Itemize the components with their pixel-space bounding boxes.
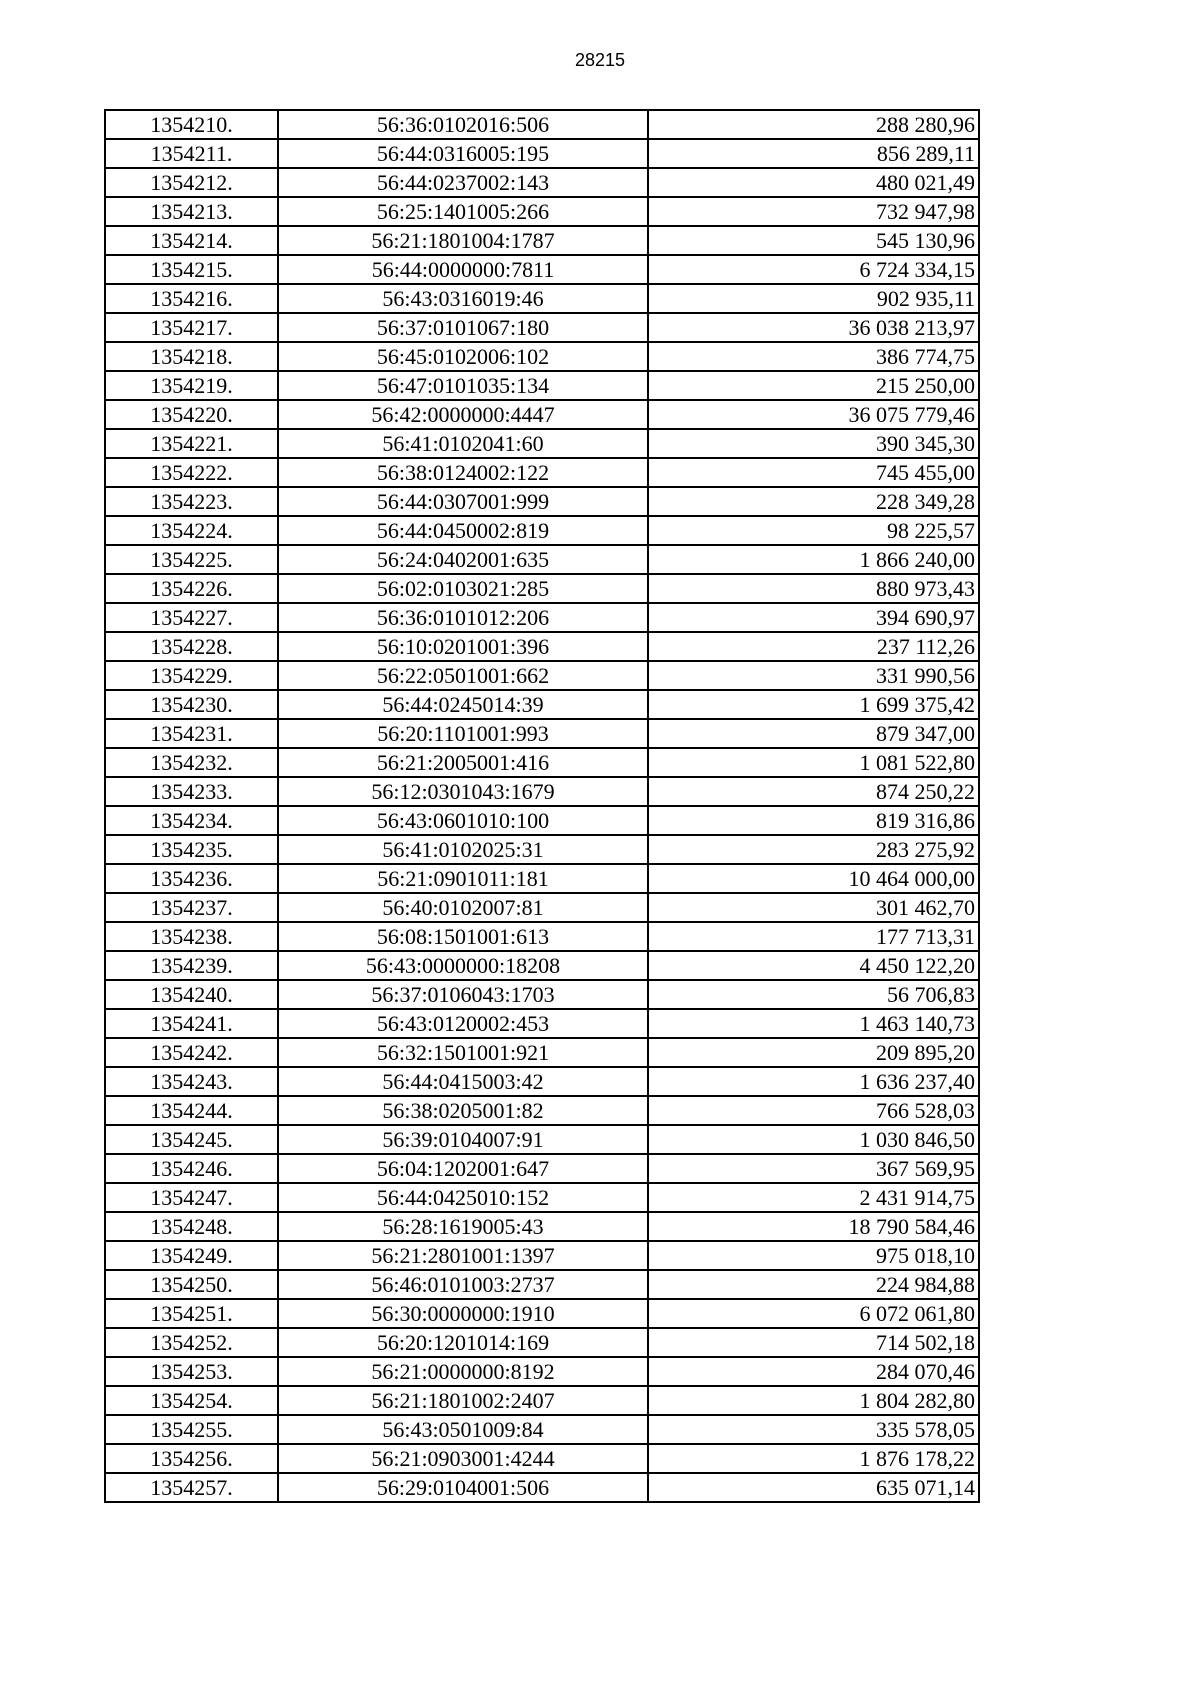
row-number-cell: 1354225. — [105, 545, 278, 574]
cadastral-number-cell: 56:44:0307001:999 — [278, 487, 648, 516]
value-cell: 879 347,00 — [648, 719, 979, 748]
value-cell: 745 455,00 — [648, 458, 979, 487]
cadastral-number-cell: 56:36:0101012:206 — [278, 603, 648, 632]
value-cell: 177 713,31 — [648, 922, 979, 951]
row-number-cell: 1354211. — [105, 139, 278, 168]
row-number-cell: 1354237. — [105, 893, 278, 922]
cadastral-number-cell: 56:20:1101001:993 — [278, 719, 648, 748]
row-number-cell: 1354255. — [105, 1415, 278, 1444]
table-row — [105, 400, 979, 429]
row-number-cell: 1354218. — [105, 342, 278, 371]
table-row — [105, 1067, 979, 1096]
cadastral-number-cell: 56:41:0102041:60 — [278, 429, 648, 458]
value-cell: 1 030 846,50 — [648, 1125, 979, 1154]
value-cell: 386 774,75 — [648, 342, 979, 371]
cadastral-number-cell: 56:43:0501009:84 — [278, 1415, 648, 1444]
row-number-cell: 1354212. — [105, 168, 278, 197]
row-number-cell: 1354250. — [105, 1270, 278, 1299]
cadastral-number-cell: 56:38:0124002:122 — [278, 458, 648, 487]
table-row — [105, 1270, 979, 1299]
table-row — [105, 835, 979, 864]
cadastral-number-cell: 56:44:0425010:152 — [278, 1183, 648, 1212]
row-number-cell: 1354234. — [105, 806, 278, 835]
value-cell: 4 450 122,20 — [648, 951, 979, 980]
row-number-cell: 1354254. — [105, 1386, 278, 1415]
row-number-cell: 1354238. — [105, 922, 278, 951]
table-row — [105, 168, 979, 197]
table-row — [105, 748, 979, 777]
value-cell: 819 316,86 — [648, 806, 979, 835]
value-cell: 209 895,20 — [648, 1038, 979, 1067]
table-row — [105, 1009, 979, 1038]
table-row — [105, 1386, 979, 1415]
value-cell: 288 280,96 — [648, 110, 979, 139]
table-row — [105, 632, 979, 661]
value-cell: 902 935,11 — [648, 284, 979, 313]
value-cell: 98 225,57 — [648, 516, 979, 545]
value-cell: 545 130,96 — [648, 226, 979, 255]
value-cell: 2 431 914,75 — [648, 1183, 979, 1212]
cadastral-number-cell: 56:21:2005001:416 — [278, 748, 648, 777]
row-number-cell: 1354223. — [105, 487, 278, 516]
value-cell: 228 349,28 — [648, 487, 979, 516]
value-cell: 6 072 061,80 — [648, 1299, 979, 1328]
cadastral-number-cell: 56:43:0120002:453 — [278, 1009, 648, 1038]
table-row — [105, 951, 979, 980]
value-cell: 856 289,11 — [648, 139, 979, 168]
row-number-cell: 1354213. — [105, 197, 278, 226]
table-row — [105, 1096, 979, 1125]
table-row — [105, 661, 979, 690]
value-cell: 215 250,00 — [648, 371, 979, 400]
cadastral-number-cell: 56:24:0402001:635 — [278, 545, 648, 574]
cadastral-number-cell: 56:21:1801004:1787 — [278, 226, 648, 255]
value-cell: 390 345,30 — [648, 429, 979, 458]
table-row — [105, 1357, 979, 1386]
cadastral-number-cell: 56:25:1401005:266 — [278, 197, 648, 226]
value-cell: 1 699 375,42 — [648, 690, 979, 719]
value-cell: 301 462,70 — [648, 893, 979, 922]
value-cell: 335 578,05 — [648, 1415, 979, 1444]
row-number-cell: 1354245. — [105, 1125, 278, 1154]
row-number-cell: 1354248. — [105, 1212, 278, 1241]
table-row — [105, 371, 979, 400]
cadastral-number-cell: 56:43:0601010:100 — [278, 806, 648, 835]
value-cell: 36 075 779,46 — [648, 400, 979, 429]
value-cell: 1 081 522,80 — [648, 748, 979, 777]
cadastral-number-cell: 56:41:0102025:31 — [278, 835, 648, 864]
cadastral-number-cell: 56:21:0901011:181 — [278, 864, 648, 893]
table-row — [105, 110, 979, 139]
value-cell: 224 984,88 — [648, 1270, 979, 1299]
row-number-cell: 1354251. — [105, 1299, 278, 1328]
table-row — [105, 255, 979, 284]
value-cell: 1 866 240,00 — [648, 545, 979, 574]
row-number-cell: 1354222. — [105, 458, 278, 487]
value-cell: 635 071,14 — [648, 1473, 979, 1502]
table-row — [105, 1328, 979, 1357]
value-cell: 1 804 282,80 — [648, 1386, 979, 1415]
cadastral-number-cell: 56:04:1202001:647 — [278, 1154, 648, 1183]
table-row — [105, 603, 979, 632]
value-cell: 284 070,46 — [648, 1357, 979, 1386]
row-number-cell: 1354252. — [105, 1328, 278, 1357]
cadastral-number-cell: 56:46:0101003:2737 — [278, 1270, 648, 1299]
row-number-cell: 1354232. — [105, 748, 278, 777]
table-row — [105, 1212, 979, 1241]
cadastral-number-cell: 56:21:0903001:4244 — [278, 1444, 648, 1473]
row-number-cell: 1354244. — [105, 1096, 278, 1125]
value-cell: 880 973,43 — [648, 574, 979, 603]
cadastral-number-cell: 56:47:0101035:134 — [278, 371, 648, 400]
table-row — [105, 1444, 979, 1473]
row-number-cell: 1354219. — [105, 371, 278, 400]
table-body — [105, 110, 979, 1502]
row-number-cell: 1354230. — [105, 690, 278, 719]
cadastral-number-cell: 56:38:0205001:82 — [278, 1096, 648, 1125]
table-row — [105, 1125, 979, 1154]
row-number-cell: 1354220. — [105, 400, 278, 429]
row-number-cell: 1354257. — [105, 1473, 278, 1502]
cadastral-number-cell: 56:43:0316019:46 — [278, 284, 648, 313]
cadastral-number-cell: 56:43:0000000:18208 — [278, 951, 648, 980]
row-number-cell: 1354243. — [105, 1067, 278, 1096]
row-number-cell: 1354224. — [105, 516, 278, 545]
row-number-cell: 1354235. — [105, 835, 278, 864]
table-row — [105, 284, 979, 313]
value-cell: 1 463 140,73 — [648, 1009, 979, 1038]
value-cell: 480 021,49 — [648, 168, 979, 197]
table-row — [105, 1154, 979, 1183]
row-number-cell: 1354228. — [105, 632, 278, 661]
table-row — [105, 197, 979, 226]
cadastral-number-cell: 56:36:0102016:506 — [278, 110, 648, 139]
table-row — [105, 777, 979, 806]
table-row — [105, 893, 979, 922]
row-number-cell: 1354236. — [105, 864, 278, 893]
cadastral-number-cell: 56:42:0000000:4447 — [278, 400, 648, 429]
cadastral-number-cell: 56:21:2801001:1397 — [278, 1241, 648, 1270]
cadastral-number-cell: 56:21:0000000:8192 — [278, 1357, 648, 1386]
cadastral-number-cell: 56:20:1201014:169 — [278, 1328, 648, 1357]
cadastral-number-cell: 56:44:0245014:39 — [278, 690, 648, 719]
value-cell: 56 706,83 — [648, 980, 979, 1009]
cadastral-number-cell: 56:02:0103021:285 — [278, 574, 648, 603]
table-row — [105, 980, 979, 1009]
page-number: 28215 — [574, 50, 626, 70]
cadastral-number-cell: 56:44:0237002:143 — [278, 168, 648, 197]
table-row — [105, 922, 979, 951]
cadastral-number-cell: 56:37:0106043:1703 — [278, 980, 648, 1009]
value-cell: 732 947,98 — [648, 197, 979, 226]
table-row — [105, 574, 979, 603]
cadastral-number-cell: 56:21:1801002:2407 — [278, 1386, 648, 1415]
table-row — [105, 139, 979, 168]
value-cell: 874 250,22 — [648, 777, 979, 806]
cadastral-number-cell: 56:08:1501001:613 — [278, 922, 648, 951]
cadastral-number-cell: 56:28:1619005:43 — [278, 1212, 648, 1241]
table-row — [105, 806, 979, 835]
row-number-cell: 1354221. — [105, 429, 278, 458]
table-row — [105, 719, 979, 748]
table-row — [105, 342, 979, 371]
cadastral-number-cell: 56:44:0000000:7811 — [278, 255, 648, 284]
cadastral-number-cell: 56:12:0301043:1679 — [278, 777, 648, 806]
row-number-cell: 1354253. — [105, 1357, 278, 1386]
table-row — [105, 1473, 979, 1502]
table-row — [105, 1183, 979, 1212]
value-cell: 1 636 237,40 — [648, 1067, 979, 1096]
row-number-cell: 1354233. — [105, 777, 278, 806]
row-number-cell: 1354239. — [105, 951, 278, 980]
table-row — [105, 487, 979, 516]
value-cell: 714 502,18 — [648, 1328, 979, 1357]
cadastral-number-cell: 56:32:1501001:921 — [278, 1038, 648, 1067]
value-cell: 766 528,03 — [648, 1096, 979, 1125]
cadastral-number-cell: 56:29:0104001:506 — [278, 1473, 648, 1502]
row-number-cell: 1354231. — [105, 719, 278, 748]
row-number-cell: 1354229. — [105, 661, 278, 690]
row-number-cell: 1354216. — [105, 284, 278, 313]
row-number-cell: 1354217. — [105, 313, 278, 342]
cadastral-number-cell: 56:30:0000000:1910 — [278, 1299, 648, 1328]
cadastral-value-table — [104, 109, 980, 1503]
value-cell: 367 569,95 — [648, 1154, 979, 1183]
row-number-cell: 1354256. — [105, 1444, 278, 1473]
table-row — [105, 429, 979, 458]
row-number-cell: 1354249. — [105, 1241, 278, 1270]
table-row — [105, 1241, 979, 1270]
row-number-cell: 1354241. — [105, 1009, 278, 1038]
table-row — [105, 1038, 979, 1067]
cadastral-number-cell: 56:40:0102007:81 — [278, 893, 648, 922]
table-row — [105, 545, 979, 574]
row-number-cell: 1354215. — [105, 255, 278, 284]
cadastral-number-cell: 56:37:0101067:180 — [278, 313, 648, 342]
row-number-cell: 1354242. — [105, 1038, 278, 1067]
cadastral-number-cell: 56:10:0201001:396 — [278, 632, 648, 661]
table-row — [105, 516, 979, 545]
value-cell: 394 690,97 — [648, 603, 979, 632]
value-cell: 237 112,26 — [648, 632, 979, 661]
value-cell: 1 876 178,22 — [648, 1444, 979, 1473]
cadastral-number-cell: 56:39:0104007:91 — [278, 1125, 648, 1154]
table-row — [105, 313, 979, 342]
value-cell: 10 464 000,00 — [648, 864, 979, 893]
cadastral-number-cell: 56:44:0415003:42 — [278, 1067, 648, 1096]
row-number-cell: 1354246. — [105, 1154, 278, 1183]
cadastral-number-cell: 56:45:0102006:102 — [278, 342, 648, 371]
value-cell: 36 038 213,97 — [648, 313, 979, 342]
row-number-cell: 1354240. — [105, 980, 278, 1009]
table-row — [105, 864, 979, 893]
table-row — [105, 458, 979, 487]
cadastral-number-cell: 56:44:0316005:195 — [278, 139, 648, 168]
table-row — [105, 690, 979, 719]
value-cell: 18 790 584,46 — [648, 1212, 979, 1241]
table-row — [105, 1415, 979, 1444]
row-number-cell: 1354210. — [105, 110, 278, 139]
value-cell: 6 724 334,15 — [648, 255, 979, 284]
value-cell: 975 018,10 — [648, 1241, 979, 1270]
table-row — [105, 226, 979, 255]
row-number-cell: 1354247. — [105, 1183, 278, 1212]
value-cell: 331 990,56 — [648, 661, 979, 690]
value-cell: 283 275,92 — [648, 835, 979, 864]
cadastral-number-cell: 56:22:0501001:662 — [278, 661, 648, 690]
cadastral-number-cell: 56:44:0450002:819 — [278, 516, 648, 545]
row-number-cell: 1354226. — [105, 574, 278, 603]
row-number-cell: 1354214. — [105, 226, 278, 255]
table-row — [105, 1299, 979, 1328]
row-number-cell: 1354227. — [105, 603, 278, 632]
